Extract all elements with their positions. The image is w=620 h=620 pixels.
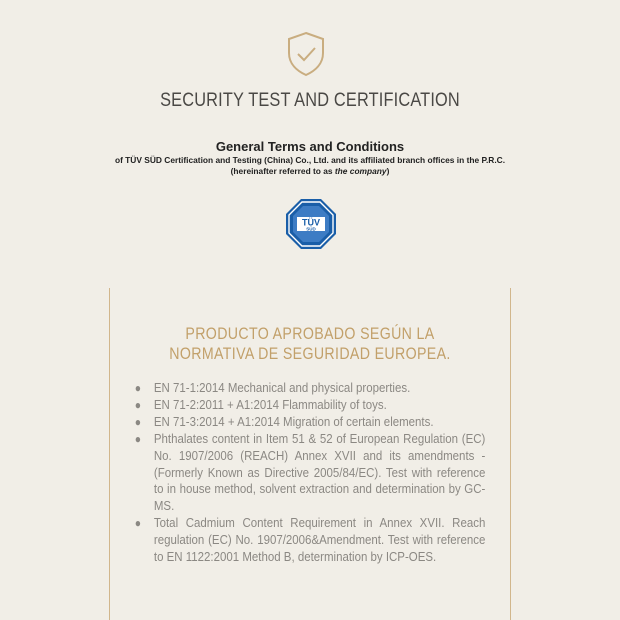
terms-line-referred bbox=[0, 166, 620, 176]
logo-bottom-text: SÜD bbox=[306, 226, 316, 232]
page-title: SECURITY TEST AND CERTIFICATION bbox=[160, 90, 460, 111]
frame-left-line bbox=[109, 288, 110, 620]
approval-heading bbox=[138, 324, 482, 364]
terms-line-suffix: ) bbox=[386, 166, 390, 176]
spec-list bbox=[133, 380, 485, 566]
terms-line-company: of TÜV SÜD Certification and Testing (China) Co., Ltd. and its affiliated branch offices in the P.R.C. bbox=[114, 155, 506, 165]
terms-line-prefix: (hereinafter referred to as bbox=[230, 166, 335, 176]
shield-check-icon bbox=[286, 31, 326, 77]
terms-line-italic: the company bbox=[334, 166, 387, 176]
spec-item-text: EN 71-2:2011 + A1:2014 Flammability of toys. bbox=[153, 396, 387, 412]
approval-line-2: NORMATIVA DE SEGURIDAD EUROPEA. bbox=[169, 345, 451, 363]
spec-item-text: Phthalates content in Item 51 & 52 of European Regulation (EC) No. 1907/2006 (REACH) Annex XVII and its amendments - (Formerly Known as Directive 2005/84/EC). Test with reference to in house method, solvent extraction and determination by GC-MS. bbox=[153, 430, 486, 514]
terms-heading: General Terms and Conditions bbox=[215, 139, 405, 154]
frame-right-line bbox=[510, 288, 511, 620]
spec-item: ● EN 71-3:2014 + A1:2014 Migration of certain elements. bbox=[134, 413, 434, 429]
spec-item-text: EN 71-3:2014 + A1:2014 Migration of certain elements. bbox=[153, 413, 434, 429]
approval-line-1: PRODUCTO APROBADO SEGÚN LA bbox=[185, 325, 435, 343]
tuv-sud-logo bbox=[285, 198, 337, 250]
logo-top-text: TÜV bbox=[302, 217, 320, 228]
spec-item-text: EN 71-1:2014 Mechanical and physical properties. bbox=[153, 380, 411, 395]
spec-item: ● Total Cadmium Content Requirement in Annex XVII. Reach regulation (EC) No. 1907/2006&Amendment. Test with reference to EN 1122:2001 Method B, determination by ICP-OES. bbox=[134, 515, 486, 565]
spec-item: ● EN 71-2:2011 + A1:2014 Flammability of toys. bbox=[134, 396, 387, 412]
spec-item-text: Total Cadmium Content Requirement in Annex XVII. Reach regulation (EC) No. 1907/2006&Amendment. Test with reference to EN 1122:2001 Method B, determination by ICP-OES. bbox=[153, 515, 486, 565]
spec-item: ● Phthalates content in Item 51 & 52 of European Regulation (EC) No. 1907/2006 (REACH) Annex XVII and its amendments - (Formerly Known as Directive 2005/84/EC). Test with reference to in house method, solvent extraction and determination by GC-MS. bbox=[134, 430, 486, 514]
spec-item: ● EN 71-1:2014 Mechanical and physical properties. bbox=[134, 380, 411, 395]
